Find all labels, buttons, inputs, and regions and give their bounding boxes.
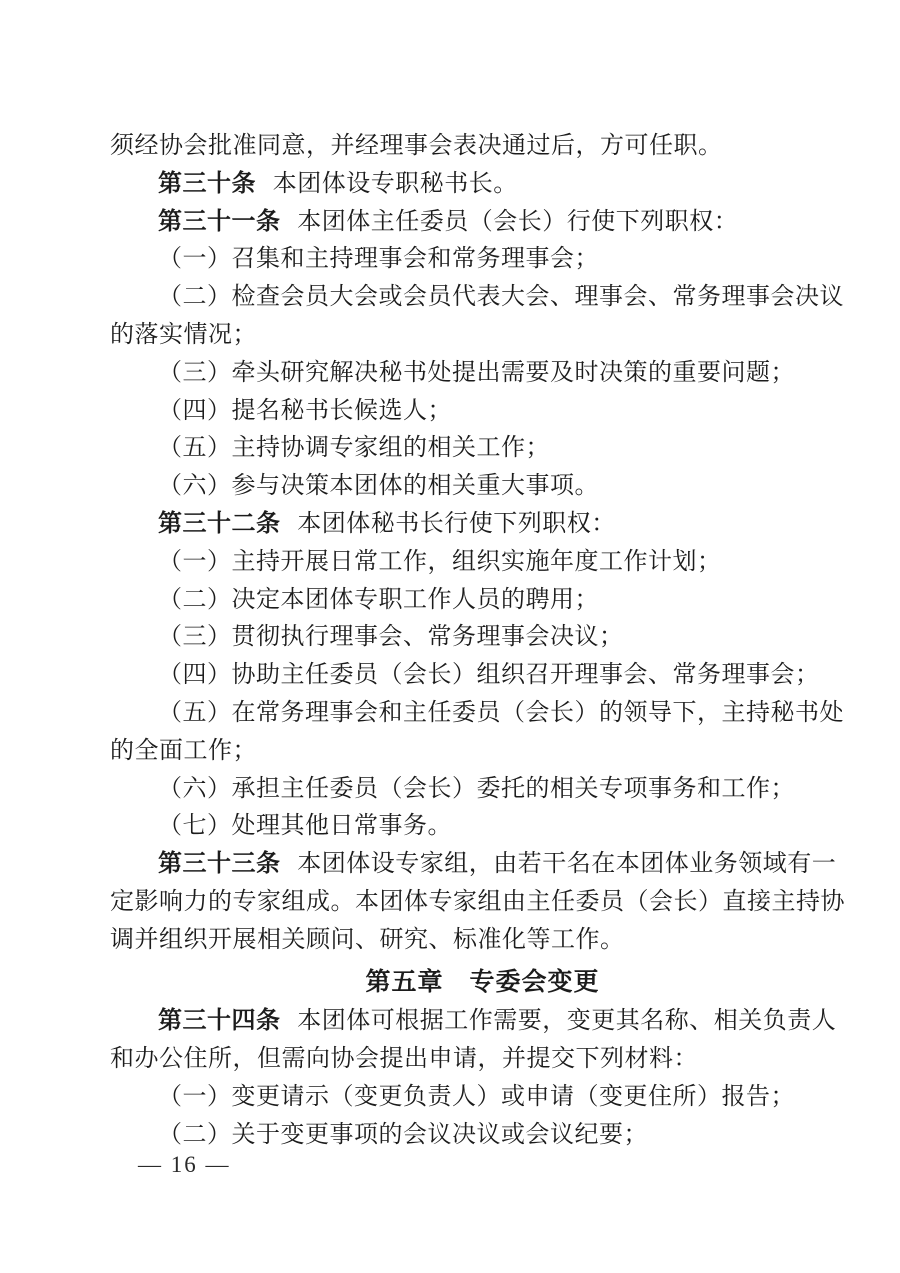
text-line: （七）处理其他日常事务。 [158,813,452,840]
text-line: 第三十二条 本团体秘书长行使下列职权： [158,510,616,537]
text-line: （二）关于变更事项的会议决议或会议纪要； [158,1121,648,1148]
text-line: 第三十四条 本团体可根据工作需要，变更其名称、相关负责人 [158,1008,837,1035]
text-line: （一）变更请示（变更负责人）或申请（变更住所）报告； [158,1083,795,1110]
page-number: — 16 — [138,1152,231,1177]
text-line: （三）牵头研究解决秘书处提出需要及时决策的重要问题； [158,359,795,386]
text-line: 第三十一条 本团体主任委员（会长）行使下列职权： [158,208,739,235]
text-line: （五）在常务理事会和主任委员（会长）的领导下，主持秘书处 [158,699,844,726]
text-line: （三）贯彻执行理事会、常务理事会决议； [158,624,624,651]
article-number: 第三十三条 [158,851,281,878]
text-line: 的落实情况； [110,321,257,348]
text-line: （二）检查会员大会或会员代表大会、理事会、常务理事会决议 [158,284,844,311]
text-line: （一）主持开展日常工作，组织实施年度工作计划； [158,548,722,575]
text-line: 的全面工作； [110,737,257,764]
text-line: （四）协助主任委员（会长）组织召开理事会、常务理事会； [158,662,820,689]
text-line: （四）提名秘书长候选人； [158,397,452,424]
text-line: （一）召集和主持理事会和常务理事会； [158,246,599,273]
article-number: 第三十条 [158,170,256,197]
text-line: （五）主持协调专家组的相关工作； [158,435,550,462]
document-body [110,128,855,1155]
text-line: （六）承担主任委员（会长）委托的相关专项事务和工作； [158,775,795,802]
text-line: 第三十三条 本团体设专家组，由若干名在本团体业务领域有一 [158,851,837,878]
article-number: 第三十一条 [158,208,281,235]
text-line: 调并组织开展相关顾问、研究、标准化等工作。 [110,926,625,953]
text-line: （二）决定本团体专职工作人员的聘用； [158,586,599,613]
article-number: 第三十四条 [158,1008,281,1035]
text-line: （六）参与决策本团体的相关重大事项。 [158,473,599,500]
text-line: 第三十条 本团体设专职秘书长。 [158,170,518,197]
text-line: 定影响力的专家组成。本团体专家组由主任委员（会长）直接主持协 [110,888,845,915]
chapter-heading: 第五章 专委会变更 [365,967,600,996]
text-line: 和办公住所，但需向协会提出申请，并提交下列材料： [110,1046,698,1073]
article-number: 第三十二条 [158,510,281,537]
text-line: 须经协会批准同意，并经理事会表决通过后，方可任职。 [110,133,723,159]
